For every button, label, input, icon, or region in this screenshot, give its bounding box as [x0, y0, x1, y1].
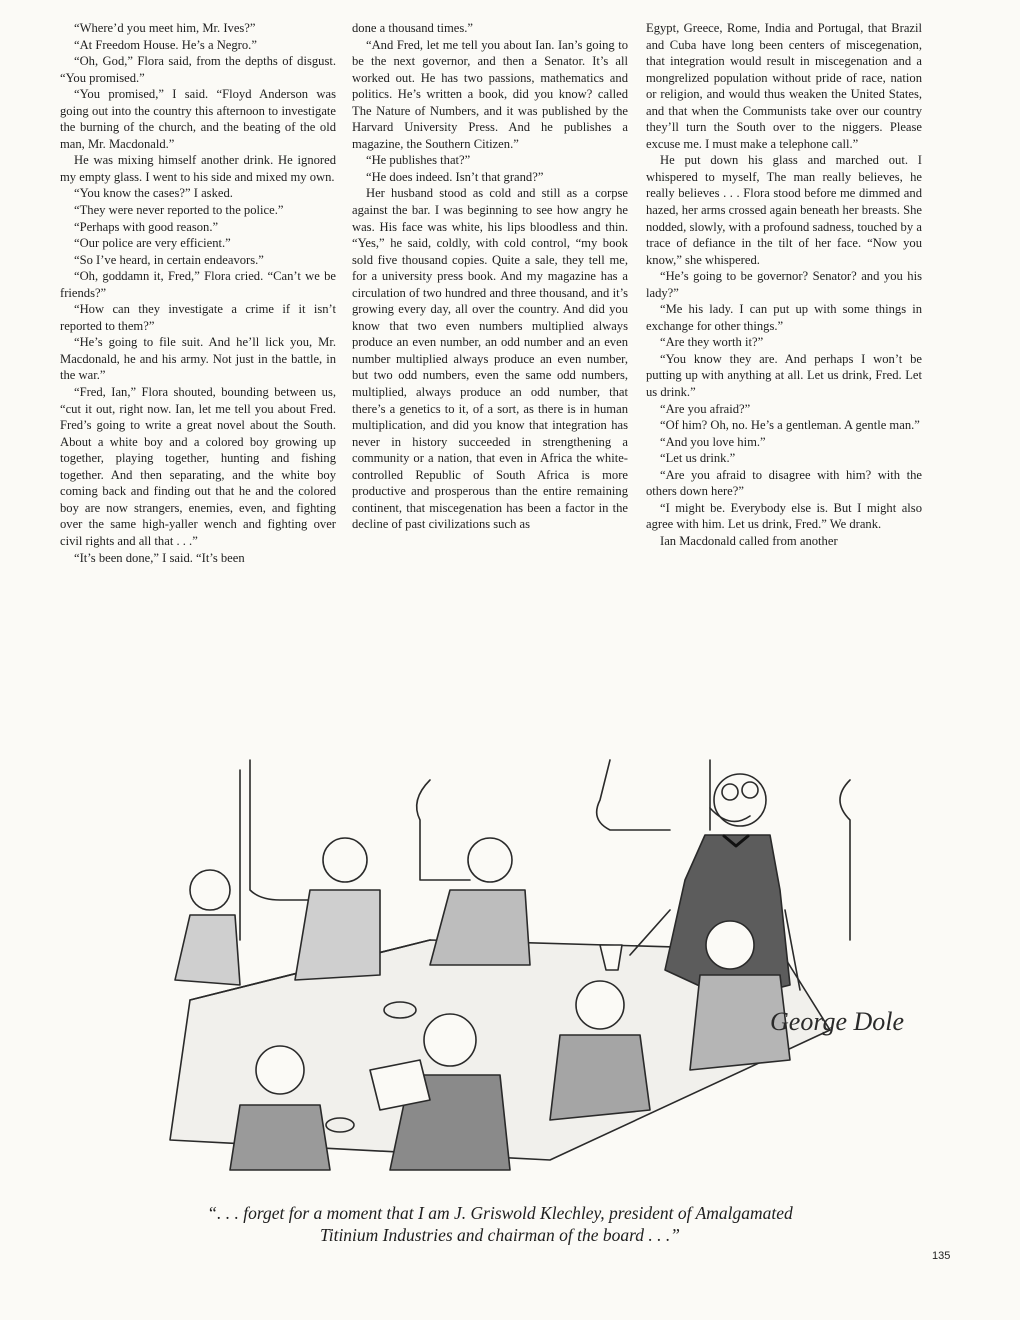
paragraph: “He’s going to file suit. And he’ll lick you, Mr. Macdonald, he and his army. Not just in the battle, in the war.” [60, 335, 336, 383]
paragraph: done a thousand times.” [352, 21, 474, 35]
paragraph: “You know they are. And perhaps I won’t be putting up with anything at all. Let us drink, Fred. Let us drink.” [646, 351, 922, 400]
paragraph: “Where’d you meet him, Mr. Ives?” [74, 21, 256, 35]
text-column-2 [352, 20, 628, 533]
paragraph: “They were never reported to the police.” [74, 203, 284, 218]
paragraph: “Are they worth it?” [660, 335, 764, 350]
paragraph: “Let us drink.” [660, 451, 736, 466]
paragraph: “And you love him.” [660, 434, 766, 449]
cartoon-caption: “. . . forget for a moment that I am J. Griswold Klechley, president of Amalgamated Titinium Industries and chairman of the board . . .” [207, 1203, 793, 1245]
paragraph: Her husband stood as cold and still as a corpse against the bar. I was beginning to see how angry he was. His face was white, his lips bloodless and thin. “Yes,” he said, coldly, with cold control, “my book sold five thousand copies. Quite a sale, they tell me, for a university press book. And my magazine has a circulation of two hundred and three thousand, and it’s growing every day, all over the country. And did you know that two even numbers multiplied always produce an even number, an odd number and an even number multiplied always produce an even number, but two odd numbers, even the same odd numbers, multiplied, always produce an odd number, that there’s a genetics to it, of a sort, as there is in human multiplication, and did you know that integration has never in history succeeded in strengthening a community or a nation, that even in Africa the white-controlled Republic of South Africa is more productive and prosperous than the entire remaining continent, that miscegenation has been a factor in the decline of past civilizations such as [352, 186, 628, 532]
paragraph: “You know the cases?” I asked. [74, 186, 233, 201]
paragraph: Egypt, Greece, Rome, India and Portugal, that Brazil and Cuba have long been centers of miscegenation, that integration would result in miscegenation and a mongrelized population without pride of race, nation or religion, and would thus weaken the United States, and that when the Communists take over our country they’ll turn the South over to the niggers. Please excuse me. I must make a telephone call.” [646, 21, 922, 151]
paragraph: He was mixing himself another drink. He ignored my empty glass. I went to his side and mixed my own. [60, 153, 336, 184]
page-number: 135 [932, 1250, 951, 1262]
paragraph: “Oh, goddamn it, Fred,” Flora cried. “Can’t we be friends?” [60, 269, 336, 300]
paragraph: “At Freedom House. He’s a Negro.” [74, 37, 257, 52]
paragraph: “And Fred, let me tell you about Ian. Ian’s going to be the next governor, and then a Senator. It’s all worked out. He has two passions, mathematics and politics. He’s written a book, did you know? called The Nature of Numbers, and it was published by the Harvard University Press. And he publishes a magazine, the Southern Citizen.” [352, 37, 628, 151]
paragraph: “Of him? Oh, no. He’s a gentleman. A gentle man.” [660, 418, 920, 433]
paragraph: “How can they investigate a crime if it isn’t reported to them?” [60, 302, 336, 333]
text-column-3 [646, 20, 922, 550]
paragraph: “Are you afraid?” [660, 401, 751, 416]
paragraph: “Oh, God,” Flora said, from the depths of disgust. “You promised.” [60, 54, 336, 85]
paragraph: “You promised,” I said. “Floyd Anderson was going out into the country this afternoon to investigate the burning of the church, and the beating of the old man, Mr. Macdonald.” [60, 87, 336, 151]
paragraph: “Fred, Ian,” Flora shouted, bounding between us, “cut it out, right now. Ian, let me tell you about Fred. Fred’s going to write a great novel about the South. About a white boy and a colored boy growing up together, playing together, hunting and fishing together. And then separating, and the white boy coming back and finding out that he and the colored boy are now strangers, enemies, even, and fighting over the same high-yaller wench and fighting over civil rights and all that . . .” [60, 385, 336, 548]
paragraph: Ian Macdonald called from another [660, 533, 838, 548]
paragraph: “Me his lady. I can put up with some things in exchange for other things.” [646, 302, 922, 333]
paragraph: “Our police are very efficient.” [74, 236, 231, 251]
paragraph: “I might be. Everybody else is. But I might also agree with him. Let us drink, Fred.” We drank. [646, 500, 922, 532]
cartoon-signature: George Dole [770, 1007, 905, 1036]
text-column-1 [60, 20, 336, 566]
paragraph: He put down his glass and marched out. I whispered to myself, The man really believes, he really believes . . . Flora stood before me dimmed and hazed, her arms crossed again beneath her breasts. She nodded, slowly, with a profound sadness, touched by a trace of defiance in the tilt of her face. “Now you know,” she whispered. [646, 153, 922, 267]
paragraph: “So I’ve heard, in certain endeavors.” [74, 252, 264, 267]
cartoon-illustration [130, 740, 905, 1180]
paragraph: “It’s been done,” I said. “It’s been [74, 550, 245, 565]
paragraph: “He publishes that?” [366, 153, 471, 168]
paragraph: “He’s going to be governor? Senator? and you his lady?” [646, 269, 922, 300]
paragraph: “He does indeed. Isn’t that grand?” [366, 169, 544, 184]
paragraph: “Are you afraid to disagree with him? with the others down here?” [646, 467, 922, 499]
article-body [58, 20, 938, 732]
paragraph: “Perhaps with good reason.” [74, 219, 219, 234]
